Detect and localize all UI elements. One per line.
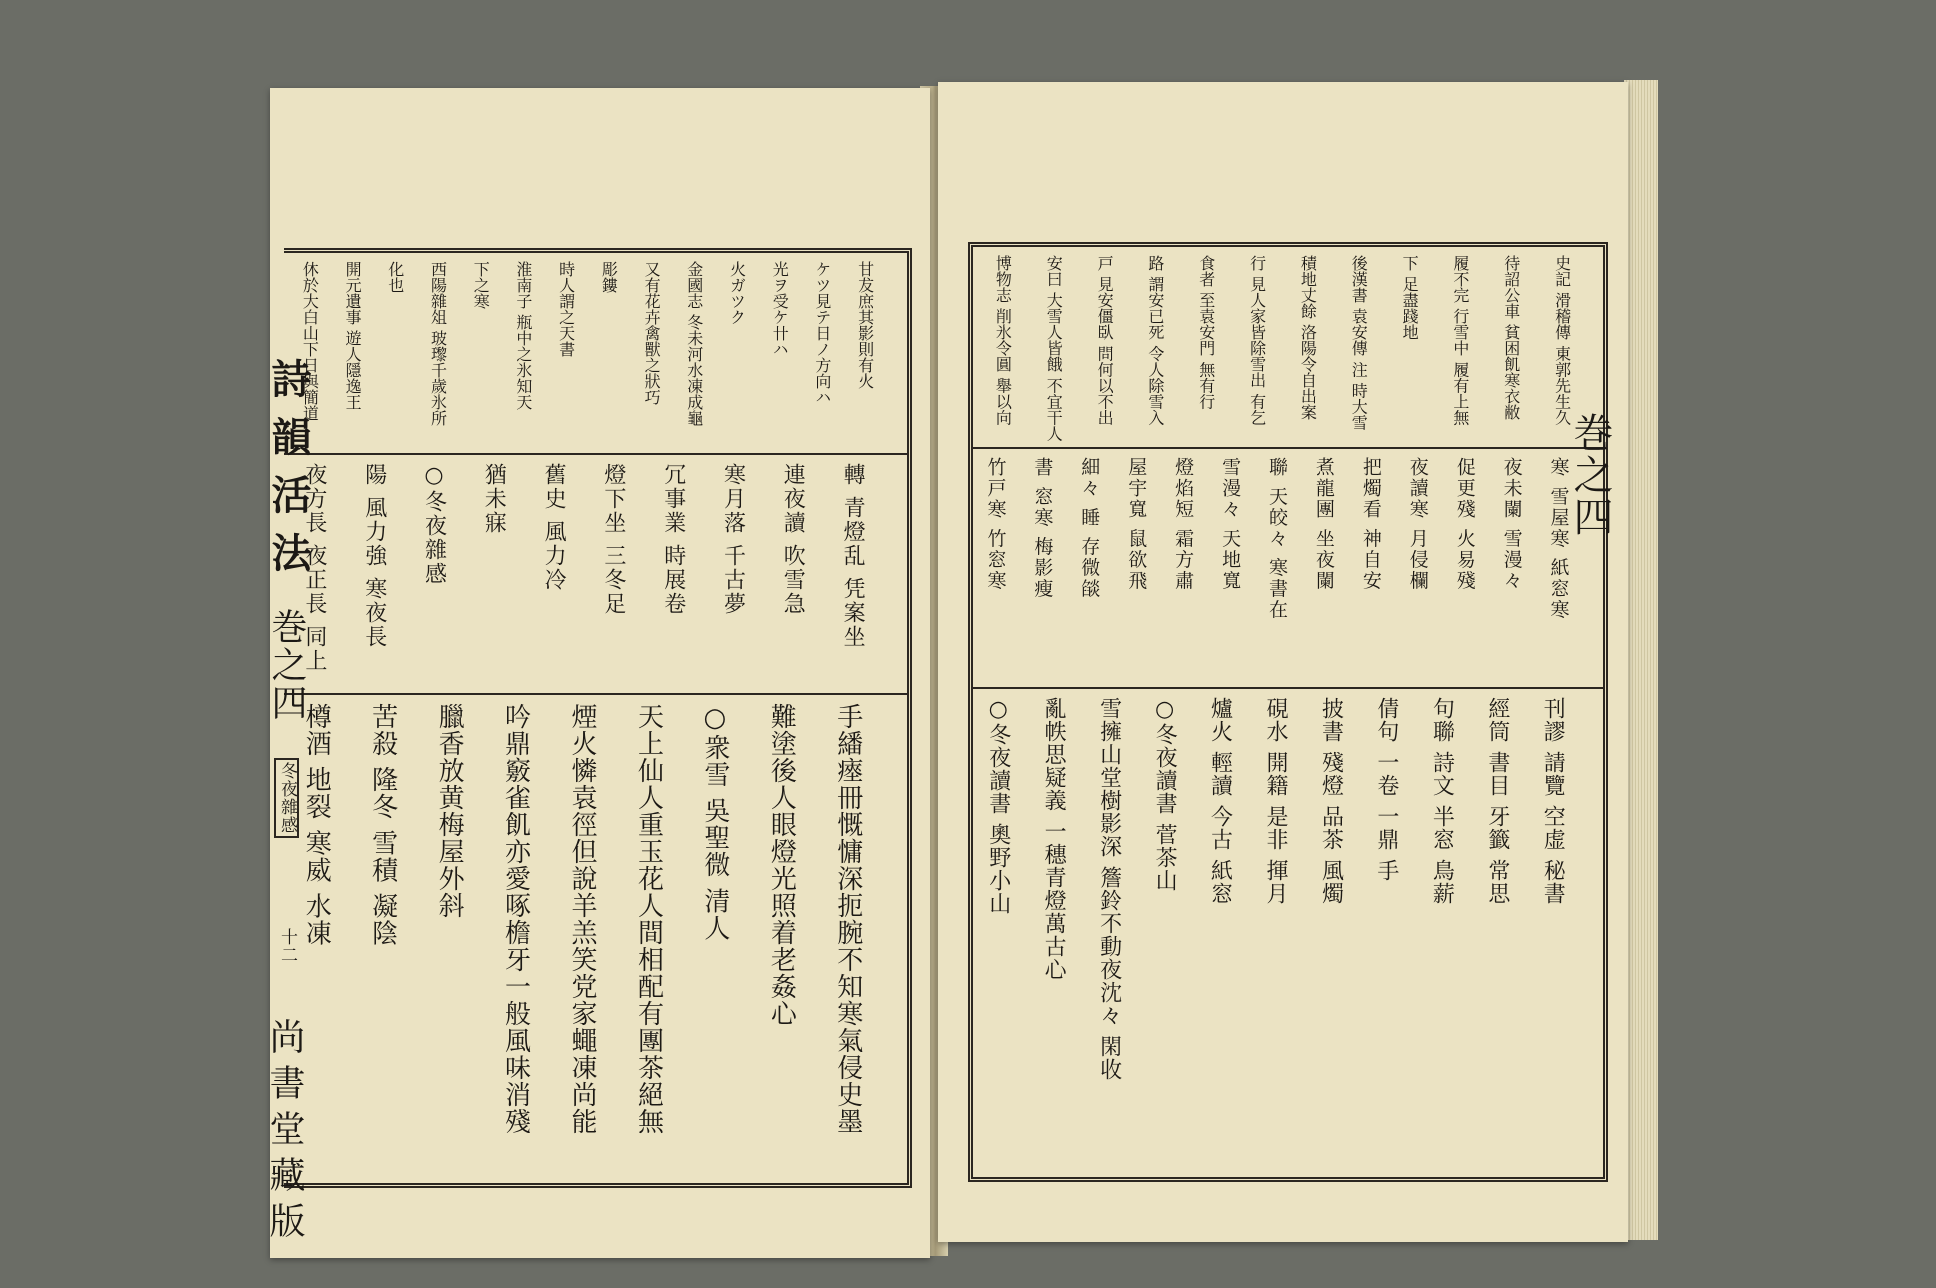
left-bottom-column: ○衆雪 吳聖微 清人 bbox=[699, 703, 730, 942]
right-bottom-column: 爐火 輕讀 今古 紙窓 bbox=[1207, 697, 1233, 905]
page-edges bbox=[1624, 80, 1658, 1240]
right-page bbox=[938, 82, 1628, 1242]
right-bottom-column: 經筒 書目 牙籤 常思 bbox=[1484, 697, 1510, 905]
left-top-column: 開元遺事 遊人隱逸王 bbox=[343, 261, 363, 411]
right-bottom-column: 倩句 一卷 一鼎 手 bbox=[1373, 697, 1399, 882]
right-bottom-column: 句聯 詩文 半窓 鳥薪 bbox=[1429, 697, 1455, 905]
left-top-column: 化也 bbox=[385, 261, 405, 293]
right-top-text bbox=[973, 247, 1603, 443]
left-top-column: 彫鏤 bbox=[599, 261, 619, 293]
left-middle-column: 寒月落 千古夢 bbox=[720, 463, 746, 616]
left-middle-column: 舊史 風力冷 bbox=[541, 463, 567, 592]
left-top-column: 甘犮庶其影則有火 bbox=[855, 261, 875, 389]
left-top-column: 火ガツク bbox=[727, 261, 747, 325]
left-middle-column: ○冬夜雜感 bbox=[421, 463, 447, 586]
left-bottom-column: 手繙瘞冊慨慵深扼腕不知寒氣侵史墨 bbox=[832, 703, 863, 1135]
right-middle-column: 聯 天皎々 寒書在 bbox=[1266, 457, 1288, 621]
right-top-column: 積地丈餘 洛陽令自出案 bbox=[1298, 255, 1318, 421]
right-top-column: 食者 至袁安門 無有行 bbox=[1196, 255, 1216, 410]
left-top-column: 西陽雜俎 玻瓈千歲氷所 bbox=[428, 261, 448, 427]
right-top-column: 戸 見安僵臥 問何以不出 bbox=[1095, 255, 1115, 426]
left-bottom-column: 苦殺 隆冬 雪積 凝陰 bbox=[367, 703, 398, 947]
right-page-frame bbox=[968, 242, 1613, 1182]
left-top-column: 又有花卉禽獸之狀巧 bbox=[642, 261, 662, 405]
right-top-column: 路 謂安已死 令人除雪入 bbox=[1145, 255, 1165, 426]
left-middle-column: 陽 風力強 寒夜長 bbox=[361, 463, 387, 649]
left-middle-column: 猶未寐 bbox=[481, 463, 507, 535]
right-middle-column: 細々 睡 存微燄 bbox=[1078, 457, 1101, 600]
left-top-column: 時人謂之天書 bbox=[556, 261, 576, 357]
left-middle-column: 冗事業 時展卷 bbox=[660, 463, 686, 616]
right-top-column: 博物志 削氷令圓 舉以向 bbox=[993, 255, 1013, 426]
left-middle-column: 轉 青燈乱 凭案坐 bbox=[840, 463, 866, 649]
left-top-column: 金國志 冬未河水凍成龜 bbox=[684, 261, 704, 427]
right-top-column: 待詔公車 貧困飢寒衣敝 bbox=[1501, 255, 1521, 421]
right-top-column: 下 足盡踐地 bbox=[1400, 255, 1420, 341]
left-top-column: ケツ見テ日ノ方向ハ bbox=[812, 261, 832, 405]
right-middle-column: 煮龍團 坐夜闌 bbox=[1312, 457, 1335, 592]
left-middle-column: 夜方長 夜正長 同上 bbox=[301, 463, 327, 673]
open-book bbox=[262, 78, 1642, 1248]
right-bottom-column: 硯水 開籍 是非 揮月 bbox=[1263, 697, 1288, 905]
left-bottom-column: 樽酒 地裂 寒威 水凍 bbox=[301, 703, 332, 947]
left-page-frame bbox=[284, 248, 912, 1188]
margin-volume: 巻之四 bbox=[266, 608, 307, 722]
right-bottom-column: 刊謬 請覽 空虚 秘書 bbox=[1540, 697, 1566, 905]
left-bottom-column: 臘香放黄梅屋外斜 bbox=[434, 703, 465, 919]
right-bottom-column: ○冬夜讀書 奧野小山 bbox=[985, 697, 1011, 915]
left-page bbox=[264, 88, 930, 1258]
left-top-column: 下之寒 bbox=[471, 261, 491, 309]
right-middle-column: 雪漫々 天地寬 bbox=[1219, 457, 1242, 592]
right-middle-column: 夜未闌 雪漫々 bbox=[1500, 457, 1523, 592]
right-top-column: 安曰 大雪人皆餓 不宜干人 bbox=[1044, 255, 1064, 442]
right-top-column: 史記 滑稽傳 東郭先生久 bbox=[1552, 255, 1572, 426]
right-bottom-column: 披書 殘燈 品茶 風燭 bbox=[1318, 697, 1344, 905]
left-bottom-column: 難塗後人眼燈光照着老姦心 bbox=[766, 703, 797, 1027]
right-top-column: 履不完 行雪中 履有上無 bbox=[1450, 255, 1470, 426]
left-middle-text bbox=[284, 455, 902, 691]
left-top-column: 休於大白山下日與簡道 bbox=[300, 261, 320, 421]
left-top-column: 光ヲ受ケ卄ハ bbox=[770, 261, 790, 357]
left-bottom-column: 煙火憐袁徑但說羊羔笑党家蠅凍尚能 bbox=[567, 703, 597, 1135]
right-bottom-column: 亂帙思疑義 一穗青燈萬古心 bbox=[1041, 697, 1067, 981]
right-bottom-column: ○冬夜讀書 菅茶山 bbox=[1152, 697, 1178, 892]
left-bottom-column: 天上仙人重玉花人間相配有團茶絕無 bbox=[633, 703, 664, 1135]
left-top-text bbox=[284, 253, 902, 449]
left-middle-column: 連夜讀 吹雪急 bbox=[780, 463, 806, 616]
left-bottom-text bbox=[284, 695, 902, 1183]
section-tab: 冬夜雜感 bbox=[274, 758, 299, 838]
left-bottom-column: 吟鼎竅雀飢亦愛啄檐牙一般風味消殘 bbox=[500, 703, 531, 1135]
margin-book-title: 詩韻活法 bbox=[265, 358, 312, 590]
right-middle-column: 燈焰短 霜方肅 bbox=[1172, 457, 1195, 592]
page-number: 十二 bbox=[277, 928, 297, 964]
right-middle-column: 書 窓寒 梅影瘦 bbox=[1031, 457, 1054, 600]
right-middle-column: 屋宇寬 鼠欲飛 bbox=[1125, 457, 1148, 592]
left-middle-column: 燈下坐 三冬足 bbox=[600, 463, 626, 616]
right-top-column: 後漢書 袁安傳 注 時大雪 bbox=[1349, 255, 1369, 431]
right-middle-column: 促更殘 火易殘 bbox=[1453, 457, 1476, 592]
right-middle-text bbox=[973, 449, 1603, 685]
right-bottom-column: 雪擁山堂樹影深 簷鈴不動夜沈々 閑收 bbox=[1096, 697, 1122, 1081]
right-margin-volume: 巻之四 bbox=[1567, 412, 1613, 538]
right-middle-column: 把燭看 神自安 bbox=[1359, 457, 1382, 592]
right-top-column: 行 見人家皆除雪出 有乞 bbox=[1247, 255, 1267, 426]
right-middle-column: 寒 雪屋寒 紙窓寒 bbox=[1547, 457, 1570, 621]
publisher-imprint: 尚書堂藏版 bbox=[264, 1018, 305, 1248]
right-middle-column: 夜讀寒 月侵欄 bbox=[1406, 457, 1429, 592]
right-middle-column: 竹戸寒 竹窓寒 bbox=[984, 457, 1007, 592]
right-bottom-text bbox=[973, 689, 1603, 1177]
left-top-column: 淮南子 瓶中之氷知天 bbox=[513, 261, 533, 411]
